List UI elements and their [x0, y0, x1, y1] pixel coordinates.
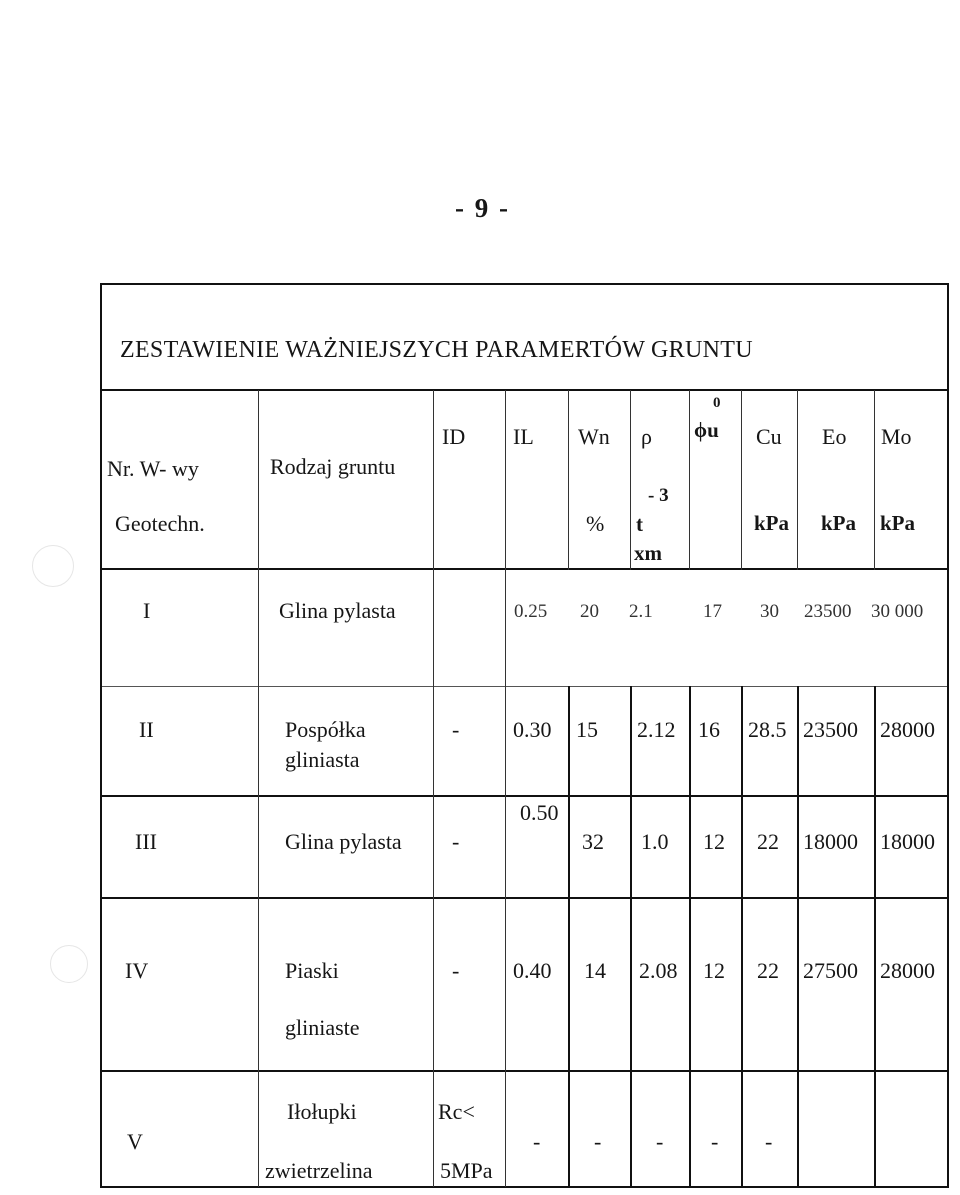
value-eo: 23500	[804, 601, 852, 622]
soil-type-line1: Piaski	[285, 958, 339, 983]
col-divider	[797, 686, 799, 1187]
header-mo-unit: kPa	[880, 511, 916, 535]
value-il: 0.40	[513, 958, 552, 983]
value-cu: 22	[757, 829, 779, 854]
soil-type-line2: zwietrzelina	[265, 1158, 373, 1183]
soil-type-line2: gliniasta	[285, 747, 360, 772]
value-dash: -	[594, 1129, 602, 1154]
value-il: 0.30	[513, 717, 552, 742]
value-eo: 23500	[803, 717, 858, 742]
soil-type-line1: Iłołupki	[287, 1099, 357, 1124]
value-rho: 1.0	[641, 829, 669, 854]
value-mo: 18000	[880, 829, 935, 854]
row-divider	[100, 897, 948, 899]
header-mo: Mo	[881, 424, 912, 449]
value-cu: 28.5	[748, 717, 787, 742]
row-number: V	[127, 1129, 143, 1154]
value-il: 0.25	[514, 601, 548, 622]
header-cu: Cu	[756, 424, 782, 449]
col-divider	[258, 390, 259, 1187]
value-id: -	[452, 717, 460, 742]
header-nr-line1: Nr. W- wy	[107, 456, 199, 481]
col-divider	[797, 390, 798, 570]
value-id-line1: Rc<	[438, 1099, 475, 1124]
header-eo: Eo	[822, 424, 847, 449]
value-mo: 28000	[880, 717, 935, 742]
value-mo: 30 000	[871, 601, 924, 622]
col-divider	[874, 390, 875, 570]
header-phi-degree: 0	[713, 395, 721, 411]
header-il: IL	[513, 424, 534, 449]
header-eo-unit: kPa	[821, 511, 857, 535]
row-number: III	[135, 829, 157, 854]
value-eo: 18000	[803, 829, 858, 854]
header-rho-unit-m: xm	[634, 541, 662, 565]
table-border-top	[100, 283, 949, 285]
header-phi: ϕu	[694, 418, 719, 442]
value-phi: 12	[703, 958, 725, 983]
value-dash: -	[765, 1129, 773, 1154]
value-rho: 2.12	[637, 717, 676, 742]
value-mo: 28000	[880, 958, 935, 983]
value-il: 0.50	[520, 800, 559, 825]
scan-artifact	[50, 945, 88, 983]
col-divider	[874, 686, 876, 1187]
header-divider	[100, 568, 948, 570]
col-divider	[741, 390, 742, 570]
col-divider	[505, 390, 506, 1187]
value-wn: 14	[584, 958, 606, 983]
value-phi: 16	[698, 717, 720, 742]
row-divider	[100, 795, 948, 797]
table-border-bottom	[100, 1186, 948, 1188]
value-cu: 22	[757, 958, 779, 983]
value-dash: -	[711, 1129, 719, 1154]
value-id-line2: 5MPa	[440, 1158, 493, 1183]
header-rho-unit-t: t	[636, 512, 643, 536]
value-phi: 12	[703, 829, 725, 854]
scan-artifact	[32, 545, 74, 587]
col-divider	[689, 390, 690, 570]
table-border-right	[947, 283, 949, 1188]
soil-type-line1: Pospółka	[285, 717, 366, 742]
header-wn-unit: %	[586, 511, 605, 536]
header-rodzaj: Rodzaj gruntu	[270, 454, 396, 479]
value-phi: 17	[703, 601, 722, 622]
value-id: -	[452, 829, 460, 854]
row-number: I	[143, 598, 151, 623]
col-divider	[741, 686, 743, 1187]
row-number: IV	[125, 958, 149, 983]
soil-type-line2: gliniaste	[285, 1015, 360, 1040]
header-nr-line2: Geotechn.	[115, 511, 205, 536]
page-number: - 9 -	[455, 193, 510, 223]
value-wn: 32	[582, 829, 604, 854]
table-title: ZESTAWIENIE WAŻNIEJSZYCH PARAMERTÓW GRUNTU	[120, 337, 753, 363]
col-divider	[568, 686, 570, 1187]
header-id: ID	[442, 424, 466, 449]
header-cu-unit: kPa	[754, 511, 790, 535]
value-eo: 27500	[803, 958, 858, 983]
value-wn: 15	[576, 717, 598, 742]
header-wn: Wn	[578, 424, 610, 449]
table-border-left	[100, 283, 102, 1188]
value-cu: 30	[760, 601, 779, 622]
value-wn: 20	[580, 601, 599, 622]
row-number: II	[139, 717, 154, 742]
col-divider	[630, 390, 631, 570]
col-divider	[433, 390, 434, 1187]
value-rho: 2.1	[629, 601, 653, 622]
value-id: -	[452, 958, 460, 983]
col-divider	[630, 686, 632, 1187]
value-dash: -	[533, 1129, 541, 1154]
soil-type: Glina pylasta	[279, 598, 396, 623]
header-rho: ρ	[641, 424, 652, 449]
row-divider	[100, 686, 948, 687]
title-divider	[100, 389, 948, 391]
value-dash: -	[656, 1129, 664, 1154]
value-rho: 2.08	[639, 958, 678, 983]
col-divider	[689, 686, 691, 1187]
header-rho-unit-exponent: - 3	[648, 485, 669, 506]
col-divider	[568, 390, 569, 570]
soil-type: Glina pylasta	[285, 829, 402, 854]
row-divider	[100, 1070, 948, 1072]
